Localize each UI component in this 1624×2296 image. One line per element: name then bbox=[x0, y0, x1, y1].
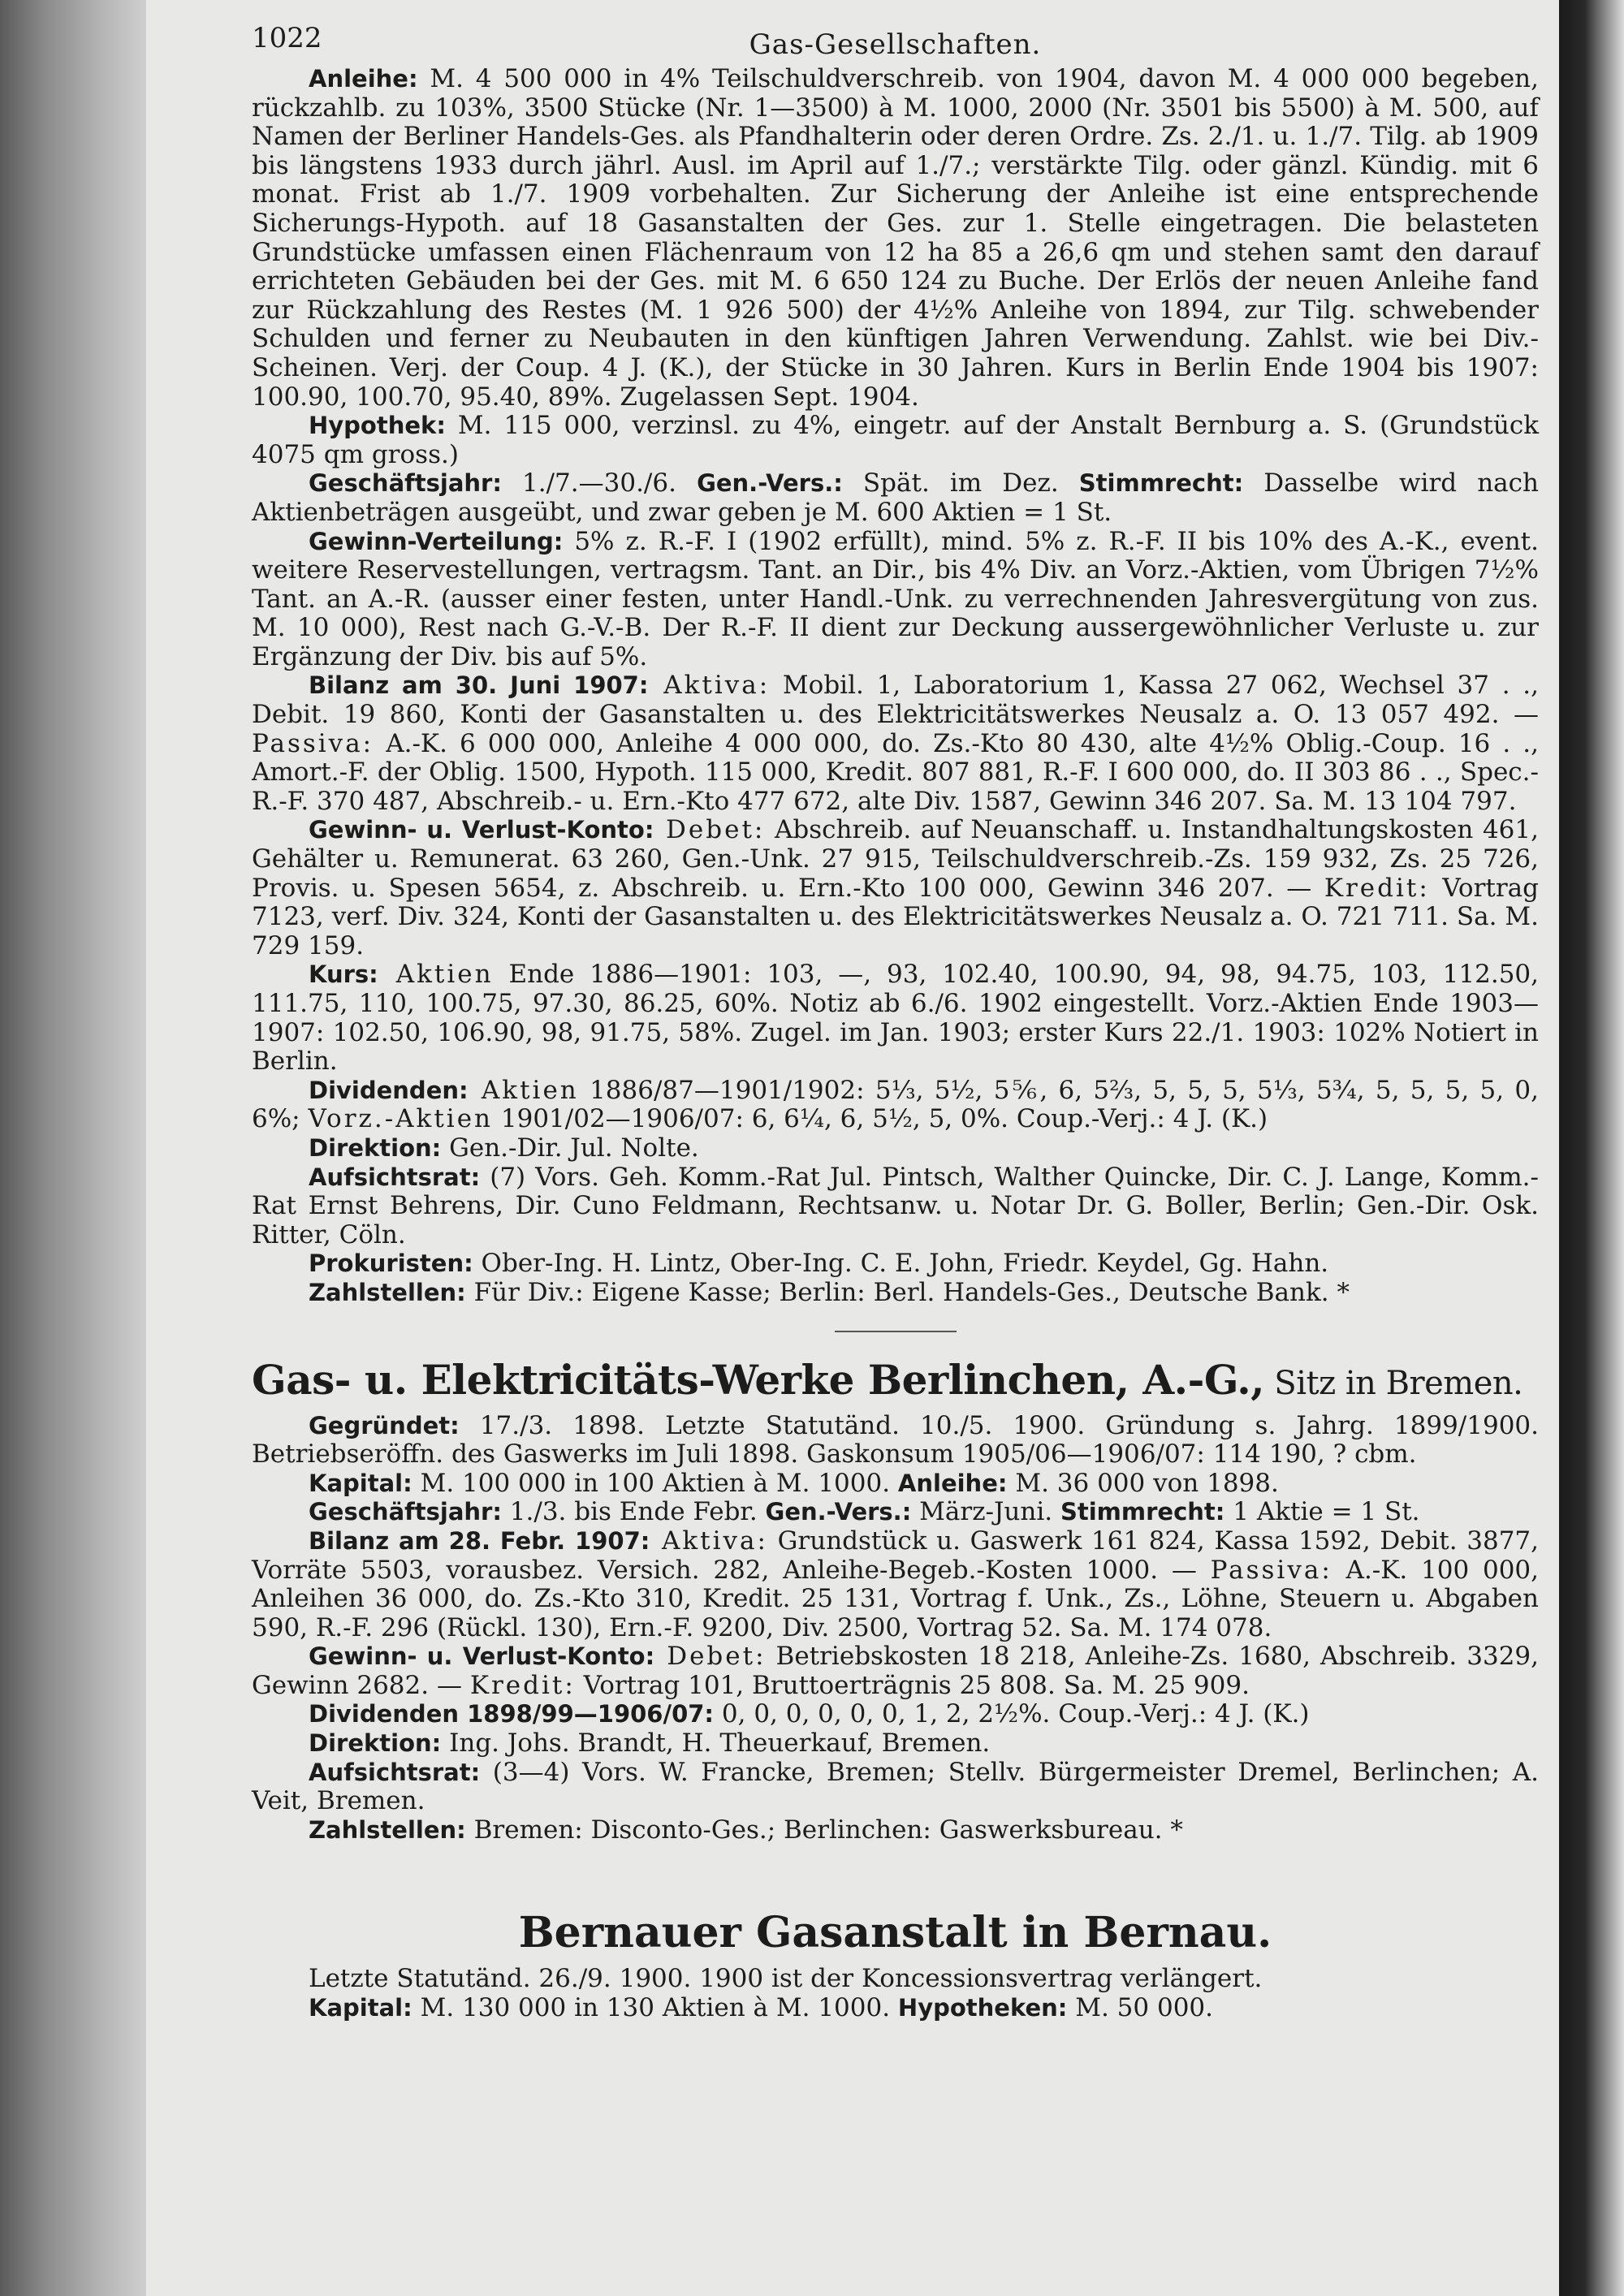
paragraph-direktion-2: Direktion: Ing. Johs. Brandt, H. Theuerkauf, Bremen. bbox=[309, 1728, 991, 1759]
paragraph-zahlstellen: Zahlstellen: Für Div.: Eigene Kasse; Berlin: Berl. Handels-Ges., Deutsche Bank. * bbox=[309, 1277, 1350, 1307]
section-divider bbox=[835, 1331, 957, 1332]
section-bernau bbox=[252, 1965, 1539, 2022]
paragraph-bilanz: Bilanz am 30. Juni 1907: Aktiva: Mobil. 1, Laboratorium 1, Kassa 27 062, Wechsel 37 . ., Debit. 19 860, Konti der Gasanstalten u. des Elektricitätswerkes Neusalz a. O. 13 057 492. — Passiva: A.-K. 6 000 000, Anleihe 4 000 000, do. Zs.-Kto 80 430, alte 4½% Oblig.-Coup. 16 . ., Amort.-F. der Oblig. 1500, Hypoth. 115 000, Kredit. 807 881, R.-F. I 600 000, do. II 303 86 . ., Spec.-R.-F. 370 487, Abschreib.- u. Ern.-Kto 477 672, alte Div. 1587, Gewinn 346 207. Sa. M. 13 104 797. bbox=[252, 671, 1539, 816]
paragraph-gegruendet: Gegründet: 17./3. 1898. Letzte Statutänd. 10./5. 1900. Gründung s. Jahrg. 1899/1900. Betriebseröffn. des Gaswerks im Juli 1898. Gaskonsum 1905/06—1906/07: 114 190, ? cbm. bbox=[252, 1410, 1539, 1470]
running-title: Gas-Gesellschaften. bbox=[749, 28, 1042, 61]
paragraph-direktion: Direktion: Gen.-Dir. Jul. Nolte. bbox=[309, 1133, 699, 1163]
scan-binding-shadow bbox=[0, 0, 146, 2296]
paragraph-dividenden: Dividenden: Aktien 1886/87—1901/1902: 5⅓, 5½, 5⅚, 6, 5⅔, 5, 5, 5, 5⅓, 5¾, 5, 5, 5, 5, 0, 6%; Vorz.-Aktien 1901/02—1906/07: 6, 6¼, 6, 5½, 5, 0%. Coup.-Verj.: 4 J. (K.) bbox=[252, 1075, 1539, 1134]
paragraph-anleihe: Anleihe: M. 4 500 000 in 4% Teilschuldverschreib. von 1904, davon M. 4 000 000 begeben, rückzahlb. zu 103%, 3500 Stücke (Nr. 1—3500) à M. 1000, 2000 (Nr. 3501 bis 5500) à M. 500, auf Namen der Berliner Handels-Ges. als Pfandhalterin oder deren Ordre. Zs. 2./1. u. 1./7. Tilg. ab 1909 bis längstens 1933 durch jährl. Ausl. im April auf 1./7.; verstärkte Tilg. oder gänzl. Kündig. mit 6 monat. Frist ab 1./7. 1909 vorbehalten. Zur Sicherung der Anleihe ist eine entsprechende Sicherungs-Hypoth. auf 18 Gasanstalten der Ges. zur 1. Stelle eingetragen. Die belasteten Grundstücke umfassen einen Flächenraum von 12 ha 85 a 26,6 qm und stehen samt den darauf errichteten Gebäuden bei der Ges. mit M. 6 650 124 zu Buche. Der Erlös der neuen Anleihe fand zur Rückzahlung des Restes (M. 1 926 500) der 4½% Anleihe von 1894, zur Tilg. schwebender Schulden und ferner zu Neubauten in den künftigen Jahren Verwendung. Zahlst. wie bei Div.-Scheinen. Verj. der Coup. 4 J. (K.), der Stücke in 30 Jahren. Kurs in Berlin Ende 1904 bis 1907: 100.90, 100.70, 95.40, 89%. Zugelassen Sept. 1904. bbox=[252, 64, 1539, 412]
company-heading-bernau: Bernauer Gasanstalt in Bernau. bbox=[518, 1908, 1272, 1958]
company-heading-berlinchen: Gas- u. Elektricitäts-Werke Berlinchen, A.-G., Sitz in Bremen. bbox=[252, 1355, 1523, 1404]
paragraph-aufsichtsrat: Aufsichtsrat: (7) Vors. Geh. Komm.-Rat Jul. Pintsch, Walther Quincke, Dir. C. J. Lange, Komm.-Rat Ernst Behrens, Dir. Cuno Feldmann, Rechtsanw. u. Notar Dr. G. Boller, Berlin; Gen.-Dir. Osk. Ritter, Cöln. bbox=[252, 1162, 1539, 1249]
paragraph-gewinn-verteilung: Gewinn-Verteilung: 5% z. R.-F. I (1902 erfüllt), mind. 5% z. R.-F. II bis 10% des A.-K., event. weitere Reservestellungen, vertragsm. Tant. an Dir., bis 4% Div. an Vorz.-Aktien, vom Übrigen 7½% Tant. an A.-R. (ausser einer festen, unter Handl.-Unk. zu verrechnenden Jahresvergütung von zus. M. 10 000), Rest nach G.-V.-B. Der R.-F. II dient zur Deckung aussergewöhnlicher Verluste u. zur Ergänzung der Div. bis auf 5%. bbox=[252, 526, 1539, 671]
page-content bbox=[252, 24, 1539, 2023]
paragraph-geschaeftsjahr: Geschäftsjahr: 1./7.—30./6. Gen.-Vers.: Spät. im Dez. Stimmrecht: Dasselbe wird nach Aktienbeträgen ausgeübt, und zwar geben je M. 600 Aktien = 1 St. bbox=[252, 468, 1539, 527]
paragraph-zahlstellen-2: Zahlstellen: Bremen: Disconto-Ges.; Berlinchen: Gaswerksbureau. * bbox=[309, 1815, 1183, 1845]
paragraph-geschaeftsjahr-2: Geschäftsjahr: 1./3. bis Ende Febr. Gen.-Vers.: März-Juni. Stimmrecht: 1 Aktie = 1 St. bbox=[309, 1497, 1420, 1527]
paragraph-kapital: Kapital: M. 100 000 in 100 Aktien à M. 1000. Anleihe: M. 36 000 von 1898. bbox=[309, 1468, 1279, 1498]
paragraph-dividenden-2: Dividenden 1898/99—1906/07: 0, 0, 0, 0, 0, 0, 1, 2, 2½%. Coup.-Verj.: 4 J. (K.) bbox=[309, 1699, 1310, 1729]
section-gas-company-continued bbox=[252, 65, 1539, 1308]
running-header bbox=[252, 24, 1539, 65]
scan-edge-shadow bbox=[1559, 0, 1624, 2296]
section-berlinchen bbox=[252, 1412, 1539, 1845]
paragraph-hypothek: Hypothek: M. 115 000, verzinsl. zu 4%, eingetr. auf der Anstalt Bernburg a. S. (Grundstück 4075 qm gross.) bbox=[252, 411, 1539, 469]
paragraph-gewinn-verlust-2: Gewinn- u. Verlust-Konto: Debet: Betriebskosten 18 218, Anleihe-Zs. 1680, Abschreib. 3329, Gewinn 2682. — Kredit: Vortrag 101, Bruttoerträgnis 25 808. Sa. M. 25 909. bbox=[252, 1642, 1539, 1700]
paragraph-aufsichtsrat-2: Aufsichtsrat: (3—4) Vors. W. Francke, Bremen; Stellv. Bürgermeister Dremel, Berlinchen; A. Veit, Bremen. bbox=[252, 1757, 1539, 1816]
paragraph-bilanz-2: Bilanz am 28. Febr. 1907: Aktiva: Grundstück u. Gaswerk 161 824, Kassa 1592, Debit. 3877, Vorräte 5503, vorausbez. Versich. 282, Anleihe-Begeb.-Kosten 1000. — Passiva: A.-K. 100 000, Anleihen 36 000, do. Zs.-Kto 310, Kredit. 25 131, Vortrag f. Unk., Zs., Löhne, Steuern u. Abgaben 590, R.-F. 296 (Rückl. 130), Ern.-F. 9200, Div. 2500, Vortrag 52. Sa. M. 174 078. bbox=[252, 1526, 1540, 1642]
paragraph-statutaend: Letzte Statutänd. 26./9. 1900. 1900 ist der Koncessionsvertrag verlängert. bbox=[309, 1964, 1263, 1994]
paragraph-gewinn-verlust: Gewinn- u. Verlust-Konto: Debet: Abschreib. auf Neuanschaff. u. Instandhaltungskosten 461, Gehälter u. Remunerat. 63 260, Gen.-Unk. 27 915, Teilschuldverschreib.-Zs. 159 932, Zs. 25 726, Provis. u. Spesen 5654, z. Abschreib. u. Ern.-Kto 100 000, Gewinn 346 207. — Kredit: Vortrag 7123, verf. Div. 324, Konti der Gasanstalten u. des Elektricitätswerkes Neusalz a. O. 721 711. Sa. M. 729 159. bbox=[252, 815, 1539, 960]
paragraph-kapital-3: Kapital: M. 130 000 in 130 Aktien à M. 1000. Hypotheken: M. 50 000. bbox=[309, 1993, 1214, 2023]
paragraph-prokuristen: Prokuristen: Ober-Ing. H. Lintz, Ober-Ing. C. E. John, Friedr. Keydel, Gg. Hahn. bbox=[309, 1249, 1329, 1279]
page-number: 1022 bbox=[252, 22, 322, 54]
document-page bbox=[146, 0, 1559, 2296]
paragraph-kurs: Kurs: Aktien Ende 1886—1901: 103, —, 93, 102.40, 100.90, 94, 98, 94.75, 103, 112.50, 111.75, 110, 100.75, 97.30, 86.25, 60%. Notiz ab 6./6. 1902 eingestellt. Vorz.-Aktien Ende 1903—1907: 102.50, 106.90, 98, 91.75, 58%. Zugel. im Jan. 1903; erster Kurs 22./1. 1903: 102% Notiert in Berlin. bbox=[252, 960, 1539, 1077]
